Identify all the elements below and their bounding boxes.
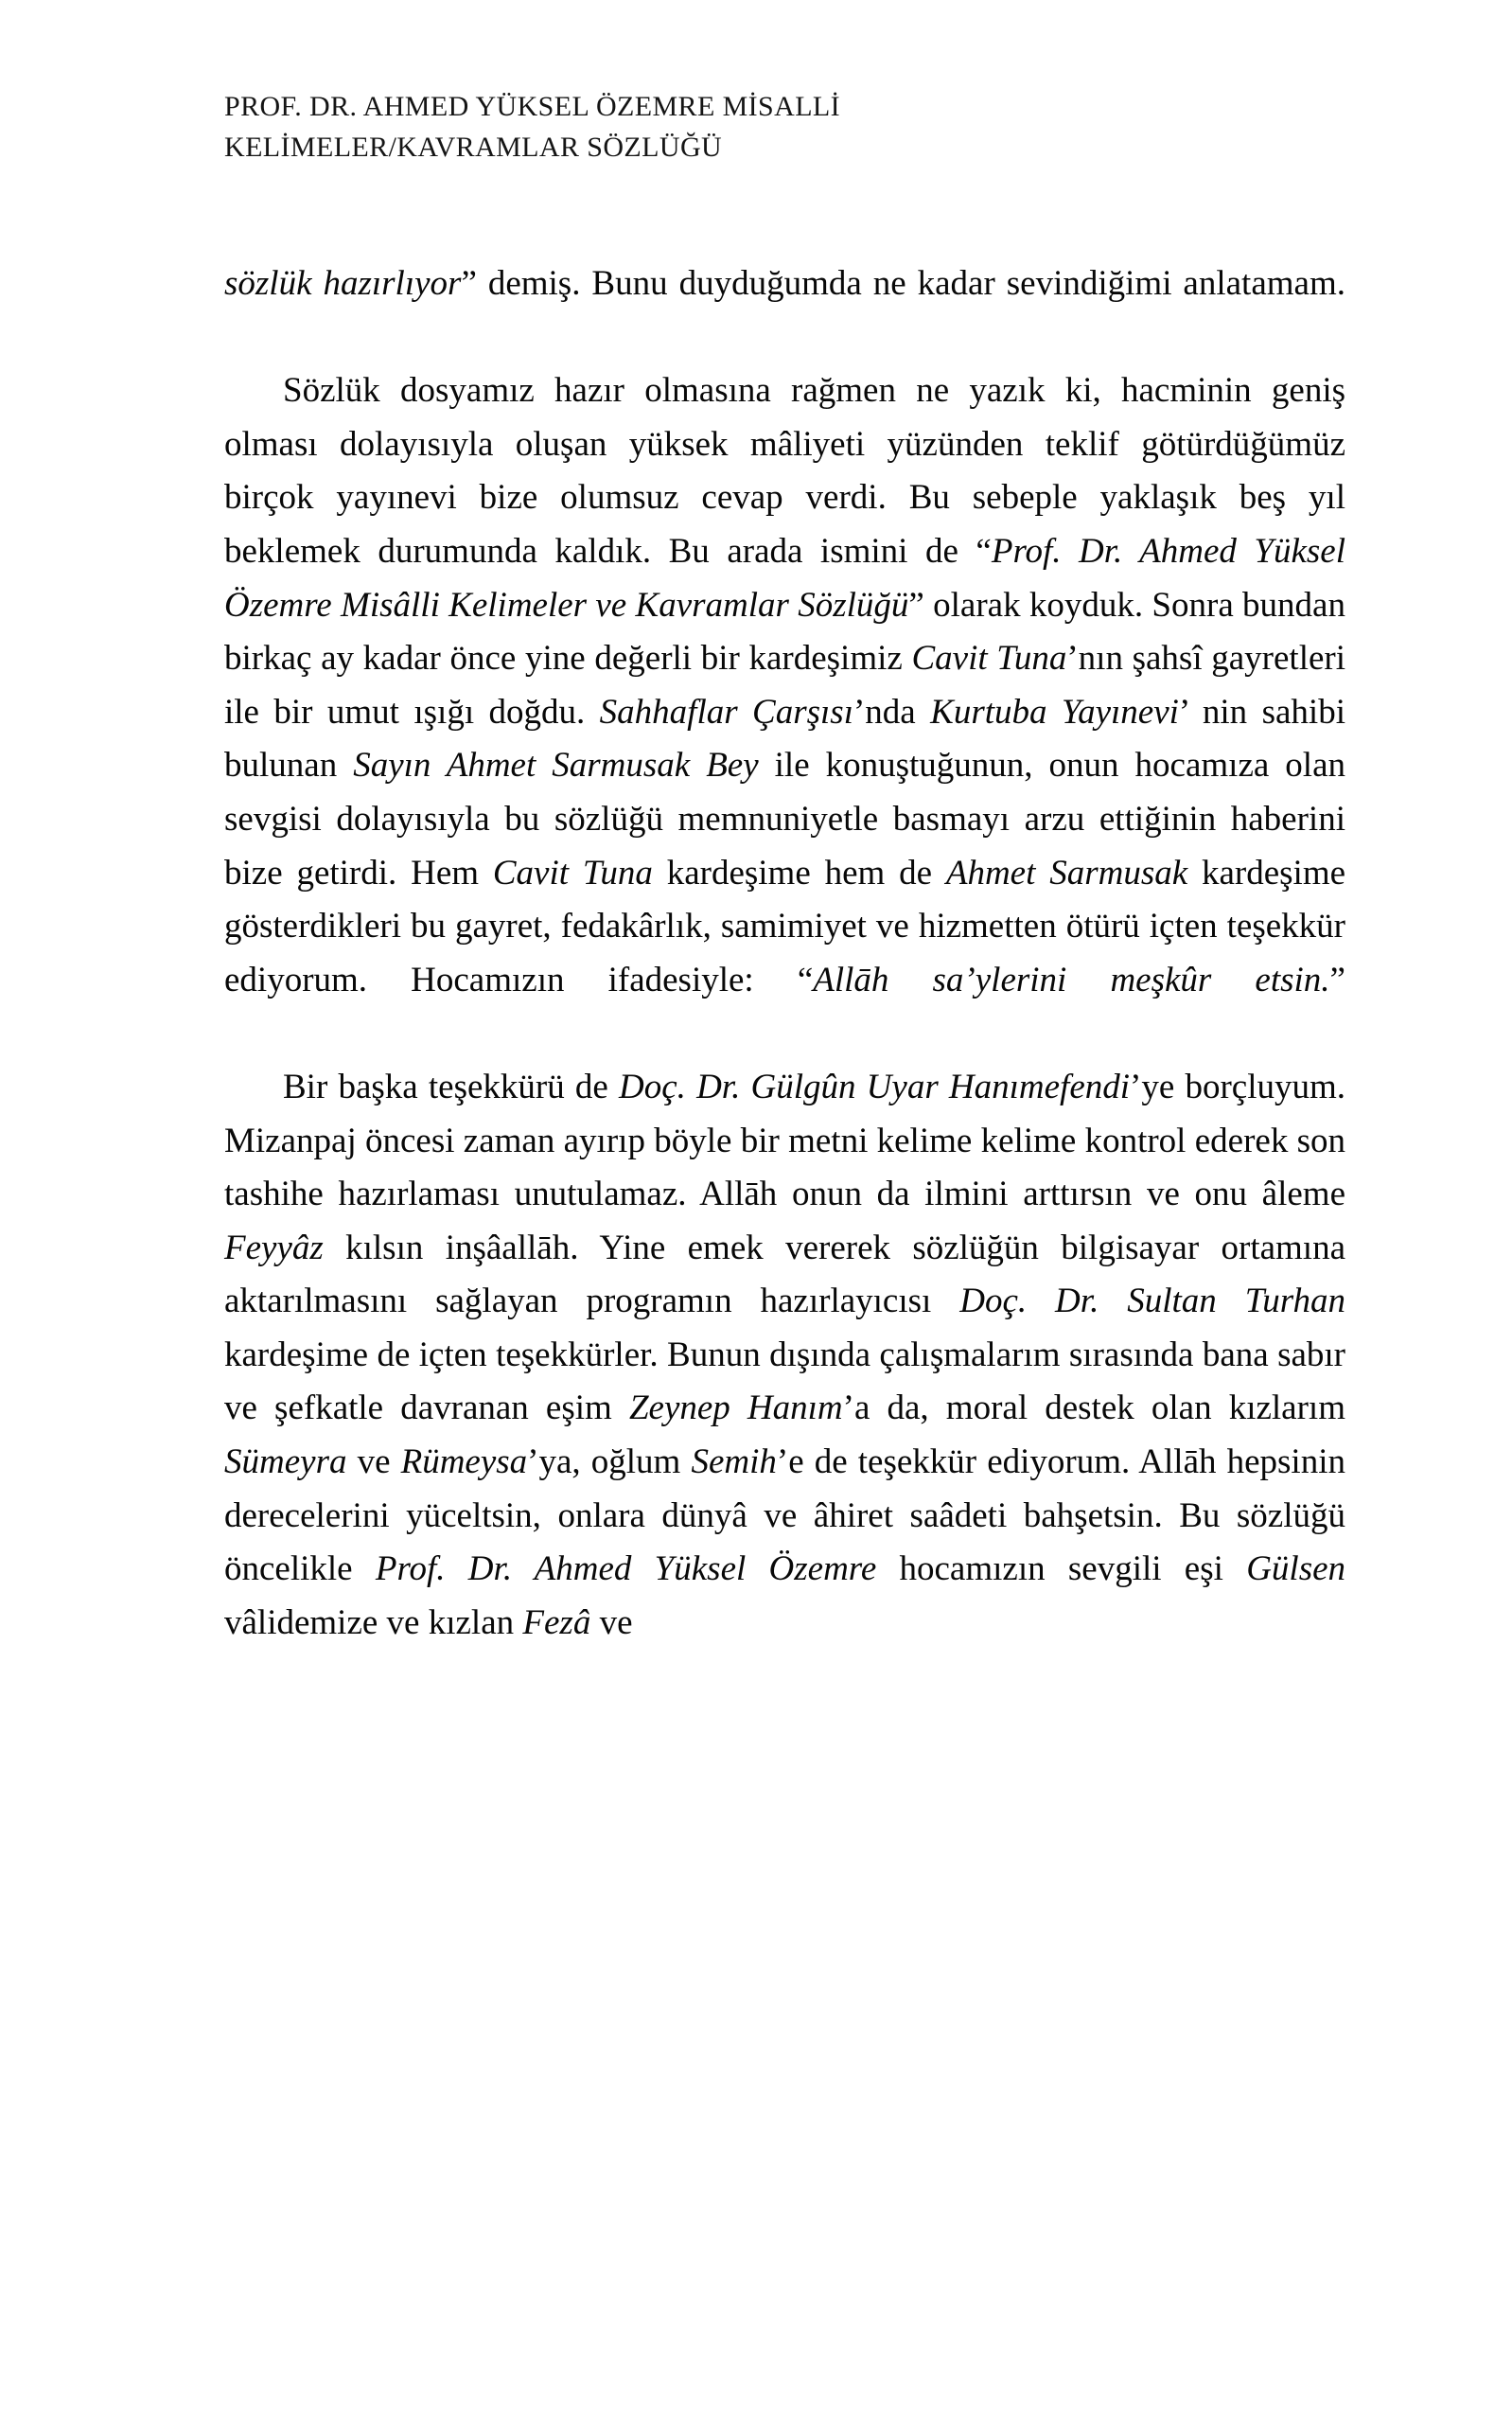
text-run: kardeşime gösterdikleri bu gayret, fedakârlık, samimiyet ve hizmetten ötürü içten teşekkür ediyorum. Hocamızın ifadesiyle: “ [224,853,1346,999]
text-run: ’a da, moral destek olan kızlarım [842,1388,1345,1428]
emphasis-run: sözlük hazırlıyor [224,264,462,303]
emphasis-run: Doç. Dr. Gülgûn Uyar Hanımefendi [619,1067,1131,1106]
emphasis-run: Ahmet Sarmusak [945,853,1188,893]
running-head [224,87,1345,168]
emphasis-run: Zeynep Hanım [628,1388,843,1428]
text-run: ’nın şahsî gayretleri ile bir umut ışığı doğdu. [224,639,1346,732]
text-run: ’ya, oğlum [527,1442,692,1482]
text-run: ’nda [853,692,931,732]
emphasis-run: Prof. Dr. Ahmed Yüksel Özemre Misâlli Kelimeler ve Kavramlar Sözlüğü [224,531,1345,625]
emphasis-run: Cavit Tuna [492,853,653,893]
text-run: kılsın inşâallāh. Yine emek vererek sözlüğün bilgisayar ortamına aktarılmasını sağlayan programın hazırlayıcısı [224,1228,1345,1321]
text-run: hocamızın sevgili eşi [876,1549,1247,1589]
text-run: ” olarak koyduk. Sonra bundan birkaç ay kadar önce yine değerli bir kardeşimiz [224,585,1345,679]
text-run: ’ye borçluyum. Mizanpaj öncesi zaman ayırıp böyle bir metni kelime kelime kontrol ederek son tashihe hazırlaması unutulamaz. Allāh onun da ilmini arttırsın ve onu âleme [224,1067,1346,1214]
paragraph-2 [224,364,1345,1061]
text-run: Bir başka teşekkürü de [283,1067,619,1106]
text-run: ’ nin sahibi bulunan [224,692,1345,786]
emphasis-run: Feyyâz [224,1228,324,1267]
text-run: ’e de teşekkür ediyorum. Allāh hepsinin derecelerini yüceltsin, onlara dünyâ ve âhiret saâdeti bahşetsin. Bu sözlüğü öncelikle [224,1442,1345,1589]
text-run: Sözlük dosyamız hazır olmasına rağmen ne yazık ki, hacminin geniş olması dolayısıyla oluşan yüksek mâliyeti yüzünden teklif götürdüğümüz birçok yayınevi bize olumsuz cevap verdi. Bu sebeple yaklaşık beş yıl beklemek durumunda kaldık. Bu arada ismini de “ [224,371,1345,571]
emphasis-run: Cavit Tuna [911,639,1067,679]
emphasis-run: Semih [691,1442,777,1482]
running-head-line-2: KELİMELER/KAVRAMLAR SÖZLÜĞÜ [224,131,723,163]
emphasis-run: Rümeysa [400,1442,528,1482]
emphasis-run: Allāh sa’ylerini meşkûr etsin. [813,960,1330,999]
text-run: ile konuştuğunun, onun hocamıza olan sevgisi dolayısıyla bu sözlüğü memnuniyetle basmayı arzu ettiğinin haberini bize getirdi. Hem [224,746,1345,893]
body-text-block [224,257,1345,1650]
text-run: kardeşime hem de [652,853,946,893]
emphasis-run: Doç. Dr. Sultan Turhan [959,1282,1345,1321]
emphasis-run: Kurtuba Yayınevi [930,692,1179,732]
text-run: ve [590,1602,633,1642]
text-run: vâlidemize ve kızlan [224,1602,523,1642]
text-run: ” demiş. Bunu duyduğumda ne kadar sevindiğimi anlatamam. [461,264,1345,303]
emphasis-run: Sahhaflar Çarşısı [599,692,853,732]
text-run: ve [346,1442,401,1482]
emphasis-run: Sümeyra [224,1442,347,1482]
text-run: kardeşime de içten teşekkürler. Bunun dışında çalışmalarım sırasında bana sabır ve şefkatle davranan eşim [224,1335,1345,1428]
paragraph-1 [224,257,1345,364]
running-head-line-1: PROF. DR. AHMED YÜKSEL ÖZEMRE MİSALLİ [224,91,841,122]
emphasis-run: Prof. Dr. Ahmed Yüksel Özemre [375,1549,877,1589]
text-run: ” [1329,960,1345,999]
emphasis-run: Fezâ [522,1602,591,1642]
emphasis-run: Sayın Ahmet Sarmusak Bey [353,746,759,786]
emphasis-run: Gülsen [1246,1549,1346,1589]
paragraph-3 [224,1061,1345,1651]
